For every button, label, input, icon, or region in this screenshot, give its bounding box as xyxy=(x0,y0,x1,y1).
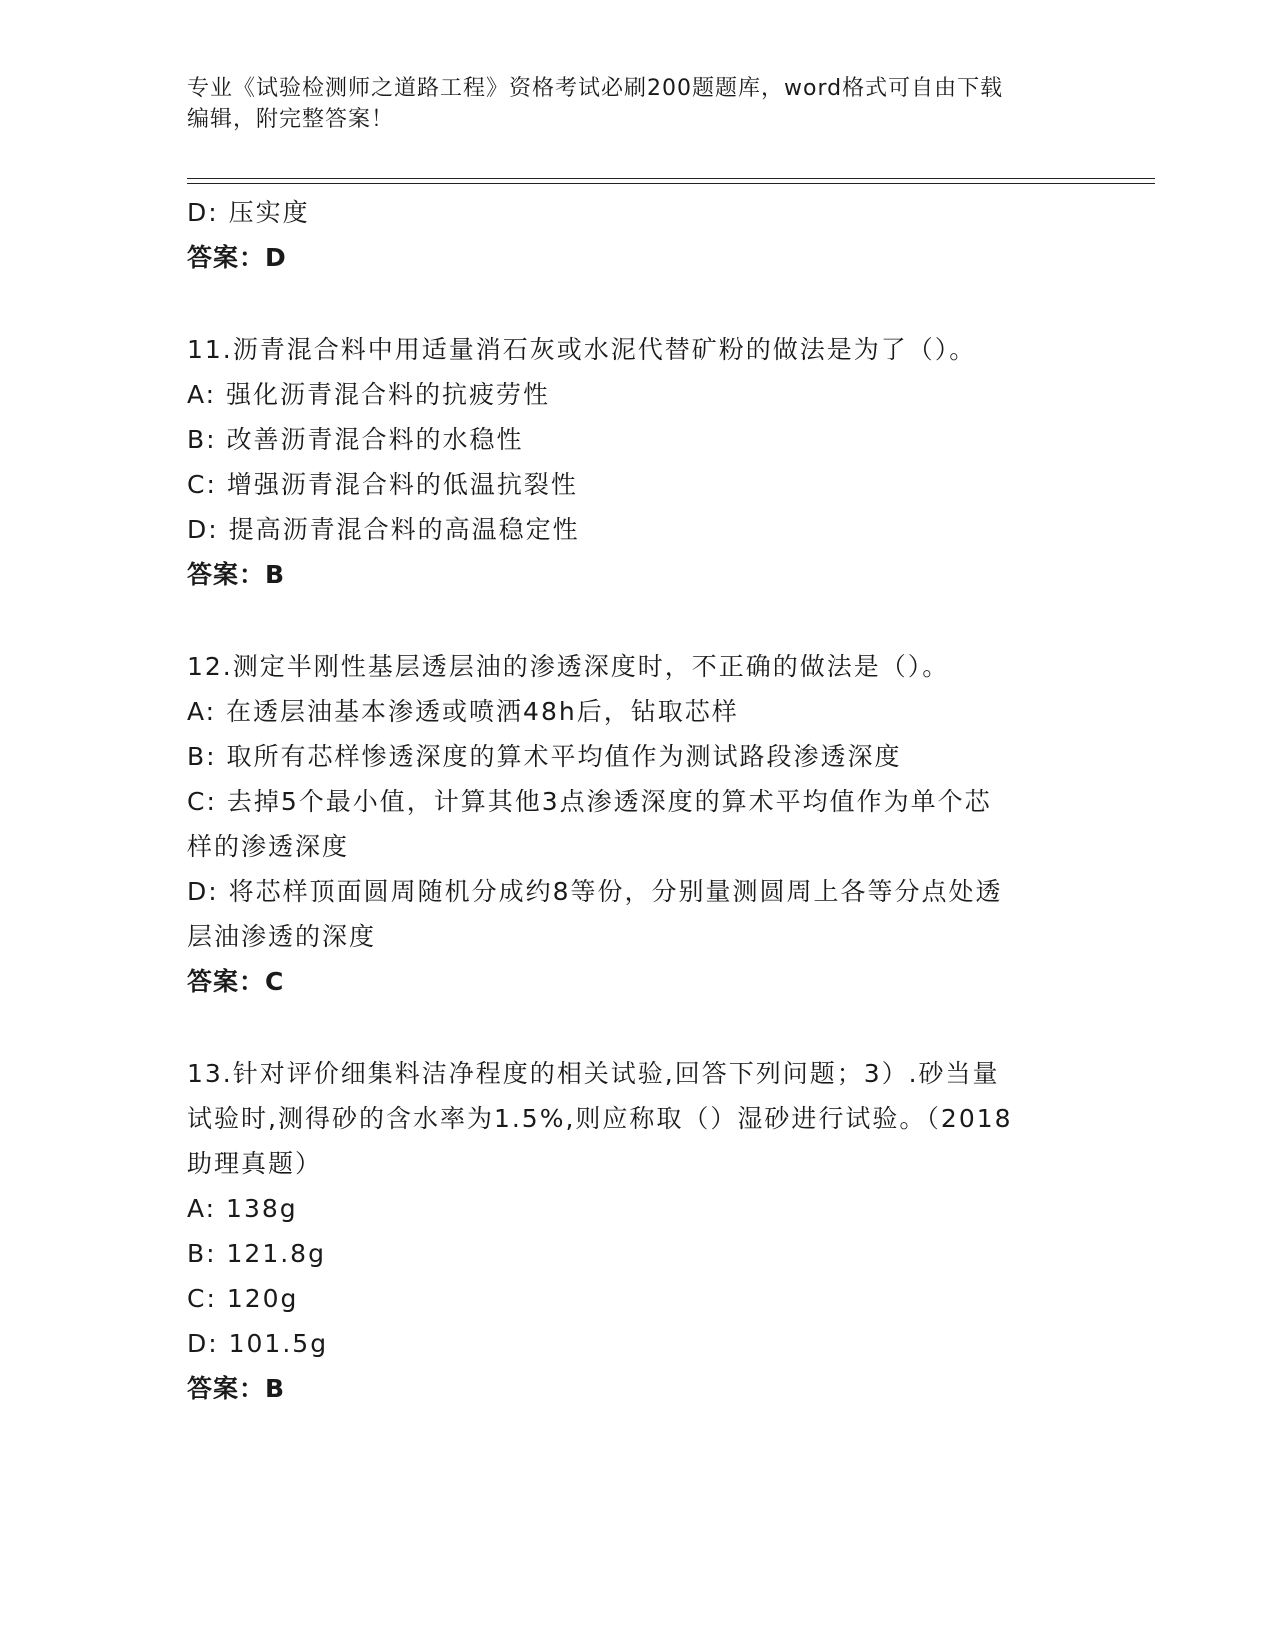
header-divider-bottom xyxy=(187,183,1155,184)
question-12-answer: 答案：C xyxy=(187,967,285,996)
header-divider-top xyxy=(187,178,1155,179)
question-11-option-a: A: 强化沥青混合料的抗疲劳性 xyxy=(187,380,551,409)
question-13-option-a: A: 138g xyxy=(187,1194,298,1223)
question-13-stem-cont: 试验时,测得砂的含水率为1.5%,则应称取（）湿砂进行试验。（2018 xyxy=(187,1104,1013,1133)
prev-question-block xyxy=(187,190,1087,280)
question-11-option-d: D: 提高沥青混合料的高温稳定性 xyxy=(187,515,580,544)
question-11 xyxy=(187,327,1087,597)
prev-answer: 答案：D xyxy=(187,243,287,272)
question-13 xyxy=(187,1051,1087,1411)
question-12 xyxy=(187,644,1087,1004)
spacer xyxy=(187,1004,1087,1051)
spacer xyxy=(187,597,1087,644)
question-13-answer: 答案：B xyxy=(187,1374,286,1403)
question-13-option-b: B: 121.8g xyxy=(187,1239,326,1268)
question-12-option-c-cont: 样的渗透深度 xyxy=(187,832,350,861)
question-12-option-c: C: 去掉5个最小值，计算其他3点渗透深度的算术平均值作为单个芯 xyxy=(187,787,992,816)
question-11-stem: 11.沥青混合料中用适量消石灰或水泥代替矿粉的做法是为了（）。 xyxy=(187,335,977,364)
question-11-answer: 答案：B xyxy=(187,560,286,589)
question-12-option-d: D: 将芯样顶面圆周随机分成约8等份，分别量测圆周上各等分点处透 xyxy=(187,877,1003,906)
question-12-option-d-cont: 层油渗透的深度 xyxy=(187,922,377,951)
document-header xyxy=(187,73,1087,135)
header-line-1: 专业《试验检测师之道路工程》资格考试必刷200题题库，word格式可自由下载 xyxy=(187,76,1004,101)
question-11-option-b: B: 改善沥青混合料的水稳性 xyxy=(187,425,524,454)
prev-option-d: D: 压实度 xyxy=(187,198,310,227)
question-13-option-c: C: 120g xyxy=(187,1284,299,1313)
question-list xyxy=(187,190,1087,1411)
question-13-stem-cont-2: 助理真题） xyxy=(187,1149,323,1178)
header-line-2: 编辑，附完整答案！ xyxy=(187,107,395,132)
question-12-option-a: A: 在透层油基本渗透或喷洒48h后，钻取芯样 xyxy=(187,697,739,726)
question-13-option-d: D: 101.5g xyxy=(187,1329,329,1358)
question-11-option-c: C: 增强沥青混合料的低温抗裂性 xyxy=(187,470,578,499)
question-12-option-b: B: 取所有芯样惨透深度的算术平均值作为测试路段渗透深度 xyxy=(187,742,902,771)
spacer xyxy=(187,280,1087,327)
question-13-stem: 13.针对评价细集料洁净程度的相关试验,回答下列问题；3）.砂当量 xyxy=(187,1059,1000,1088)
question-12-stem: 12.测定半刚性基层透层油的渗透深度时，不正确的做法是（）。 xyxy=(187,652,950,681)
